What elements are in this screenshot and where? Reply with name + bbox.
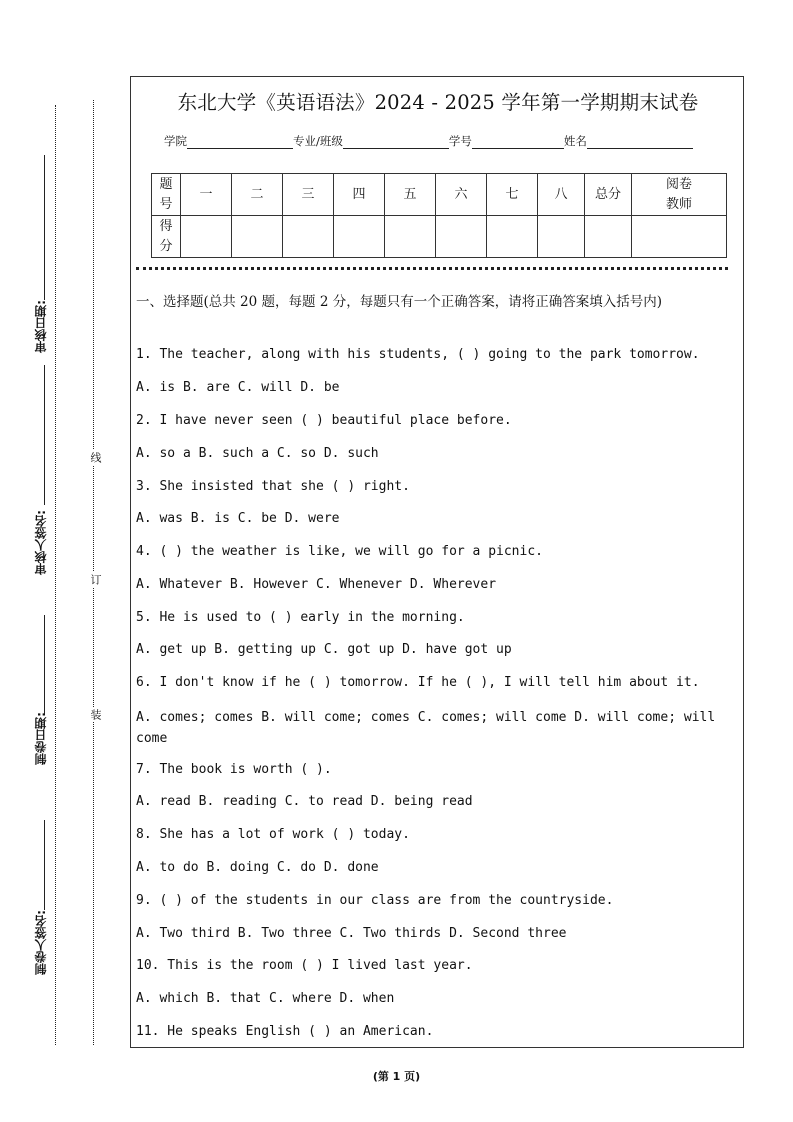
binding-mark-zhuang: 装 — [89, 709, 102, 720]
options-6: A. comes; comes B. will come; comes C. comes; will come D. will come; will come — [136, 710, 716, 746]
audit-date-blank — [44, 155, 45, 300]
college-field[interactable] — [187, 136, 293, 149]
maker-sign-label: 制卷人签名: — [34, 910, 48, 975]
options-8: A. to do B. doing C. do D. done — [136, 860, 379, 875]
student-info-row — [164, 133, 693, 149]
maker-date-label: 制卷日期: — [34, 712, 48, 765]
score-col-3: 三 — [283, 174, 334, 216]
score-cell[interactable] — [487, 216, 538, 258]
auditor-sign-blank — [44, 365, 45, 505]
options-9: A. Two third B. Two three C. Two thirds D. Second three — [136, 926, 567, 941]
name-label: 姓名 — [563, 134, 587, 148]
score-col-4: 四 — [334, 174, 385, 216]
binding-dotted-line-outer — [55, 105, 56, 1045]
score-row-head-number: 题号 — [152, 174, 181, 216]
options-4: A. Whatever B. However C. Whenever D. Wherever — [136, 577, 497, 592]
options-10: A. which B. that C. where D. when — [136, 991, 395, 1006]
score-col-2: 二 — [232, 174, 283, 216]
question-4: 4. ( ) the weather is like, we will go for a picnic. — [136, 544, 543, 559]
question-8: 8. She has a lot of work ( ) today. — [136, 827, 410, 842]
score-col-1: 一 — [181, 174, 232, 216]
name-field[interactable] — [587, 136, 693, 149]
question-9: 9. ( ) of the students in our class are from the countryside. — [136, 893, 614, 908]
question-3: 3. She insisted that she ( ) right. — [136, 479, 410, 494]
section-separator — [136, 267, 728, 270]
score-col-7: 七 — [487, 174, 538, 216]
score-col-6: 六 — [436, 174, 487, 216]
score-table — [151, 173, 727, 258]
score-cell-grader[interactable] — [632, 216, 727, 258]
score-col-grader: 阅卷教师 — [632, 174, 727, 216]
question-11: 11. He speaks English ( ) an American. — [136, 1024, 434, 1039]
question-7: 7. The book is worth ( ). — [136, 762, 332, 777]
maker-date-blank — [44, 615, 45, 715]
score-row-head-score: 得分 — [152, 216, 181, 258]
page-number: (第 1 页) — [372, 1070, 421, 1083]
question-10: 10. This is the room ( ) I lived last year. — [136, 958, 473, 973]
student-id-field[interactable] — [472, 136, 564, 149]
major-label: 专业/班级 — [293, 134, 343, 148]
question-5: 5. He is used to ( ) early in the morning. — [136, 610, 465, 625]
question-6: 6. I don't know if he ( ) tomorrow. If he ( ), I will tell him about it. — [136, 675, 700, 690]
options-2: A. so a B. such a C. so D. such — [136, 446, 379, 461]
options-7: A. read B. reading C. to read D. being read — [136, 794, 473, 809]
options-1: A. is B. are C. will D. be — [136, 380, 340, 395]
score-cell[interactable] — [181, 216, 232, 258]
score-cell[interactable] — [232, 216, 283, 258]
score-col-total: 总分 — [585, 174, 632, 216]
maker-sign-blank — [44, 820, 45, 910]
exam-frame — [130, 76, 744, 1048]
binding-mark-line: 线 — [89, 452, 102, 463]
score-col-8: 八 — [538, 174, 585, 216]
score-col-5: 五 — [385, 174, 436, 216]
audit-date-label: 审核日期: — [34, 300, 48, 353]
score-cell[interactable] — [436, 216, 487, 258]
binding-mark-ding: 订 — [89, 574, 102, 585]
score-cell[interactable] — [538, 216, 585, 258]
options-3: A. was B. is C. be D. were — [136, 511, 340, 526]
auditor-sign-label: 审核人签名: — [34, 510, 48, 575]
score-cell-total[interactable] — [585, 216, 632, 258]
college-label: 学院 — [164, 134, 187, 148]
major-field[interactable] — [343, 136, 449, 149]
options-5: A. get up B. getting up C. got up D. have got up — [136, 642, 512, 657]
score-cell[interactable] — [334, 216, 385, 258]
question-1: 1. The teacher, along with his students, ( ) going to the park tomorrow. — [136, 347, 700, 362]
student-id-label: 学号 — [448, 134, 472, 148]
score-cell[interactable] — [283, 216, 334, 258]
question-2: 2. I have never seen ( ) beautiful place before. — [136, 413, 512, 428]
score-cell[interactable] — [385, 216, 436, 258]
exam-title: 东北大学《英语语法》2024 - 2025 学年第一学期期末试卷 — [177, 91, 699, 114]
section-1-heading: 一、选择题(总共 20 题，每题 2 分，每题只有一个正确答案，请将正确答案填入括号内) — [136, 294, 662, 310]
